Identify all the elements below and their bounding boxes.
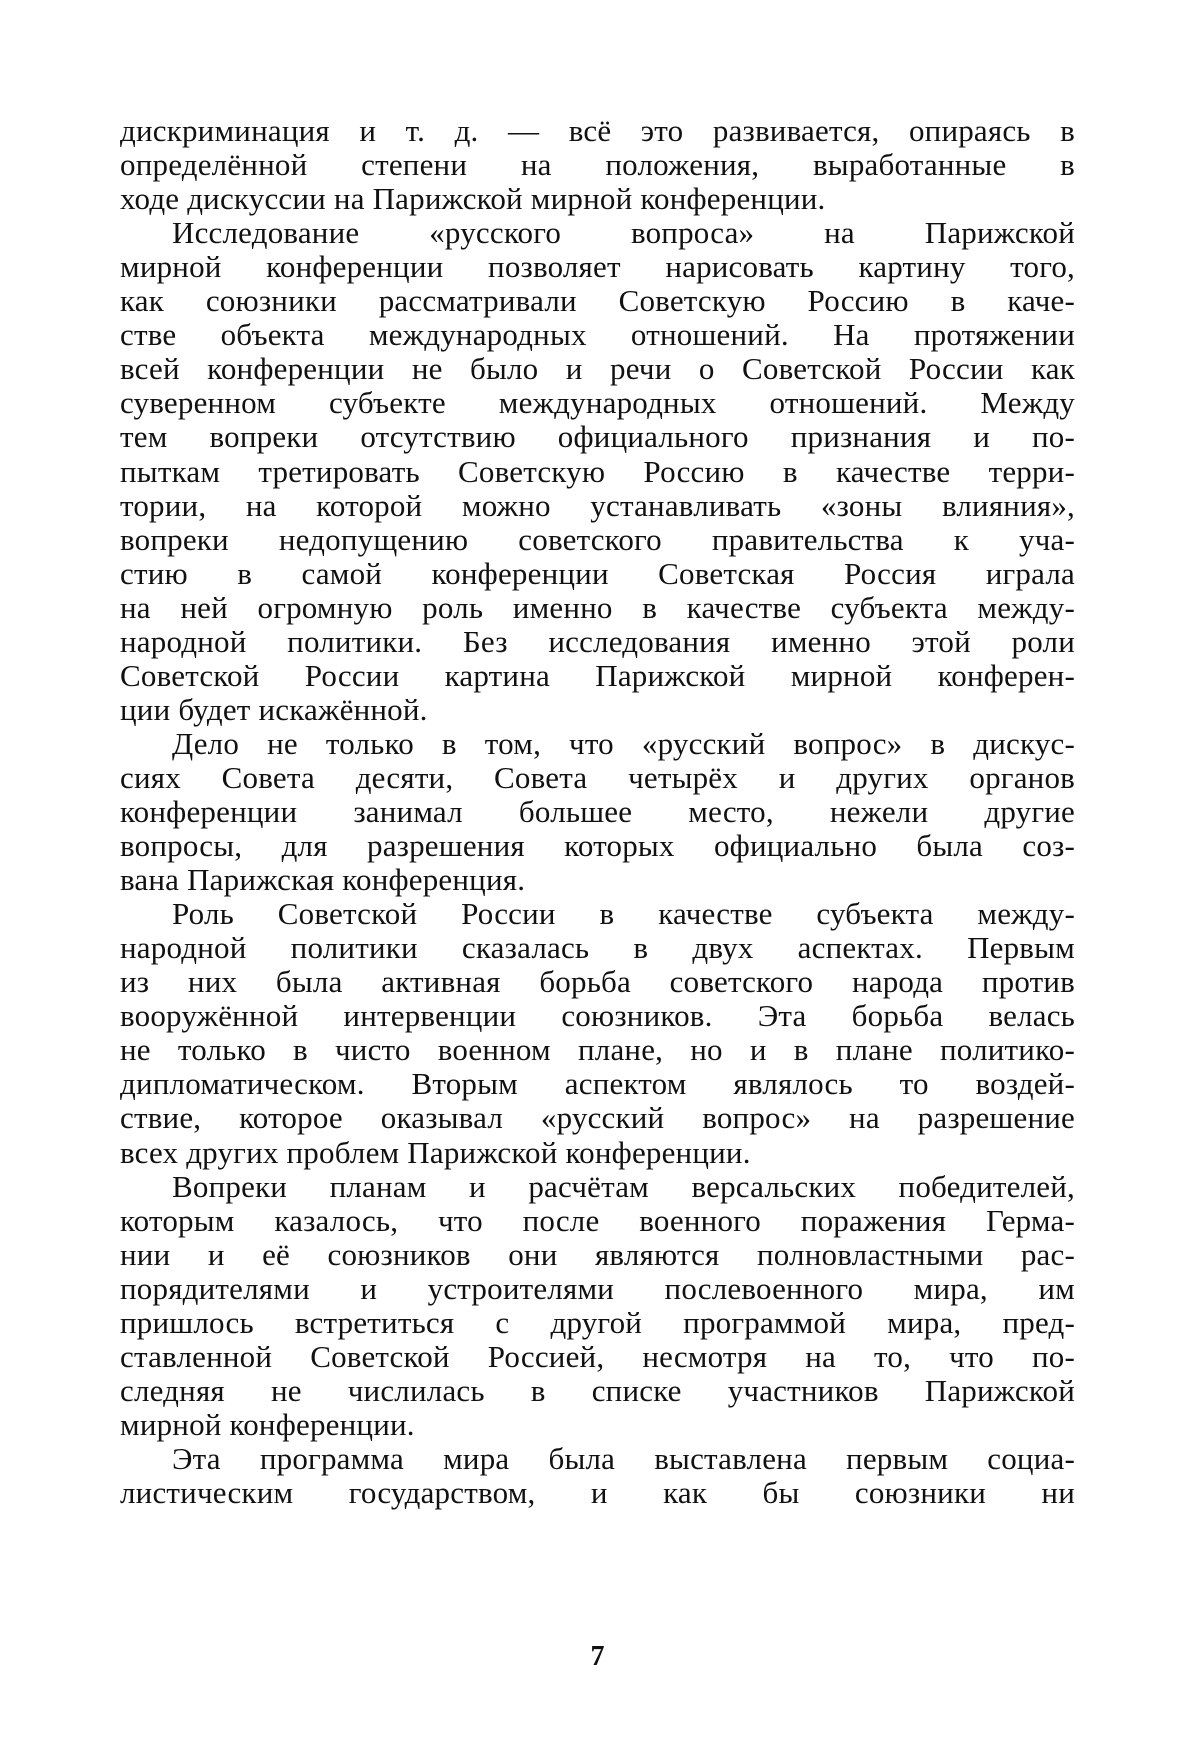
text-line: сиях Совета десяти, Совета четырёх и других органов: [120, 759, 1075, 795]
text-line: мирной конференции позволяет нарисовать картину того,: [120, 249, 1075, 285]
text-line: народной политики сказалась в двух аспектах. Первым: [120, 930, 1075, 966]
text-line: ции будет искажённой.: [120, 691, 428, 727]
text-line: суверенном субъекте международных отношений. Между: [120, 385, 1075, 421]
text-line: Роль Советской России в качестве субъекта между-: [172, 896, 1075, 932]
text-line: Исследование «русского вопроса» на Парижской: [172, 215, 1075, 251]
text-line: следняя не числилась в списке участников Парижской: [120, 1372, 1075, 1408]
text-line: на ней огромную роль именно в качестве субъекта между-: [120, 589, 1075, 625]
text-line: листическим государством, и как бы союзники ни: [120, 1475, 1075, 1510]
text-line: определённой степени на положения, выработанные в: [120, 147, 1075, 183]
text-line: народной политики. Без исследования именно этой роли: [120, 623, 1075, 659]
text-line: Эта программа мира была выставлена первым социа-: [172, 1440, 1075, 1476]
text-line: дипломатическом. Вторым аспектом являлось то воздей-: [120, 1066, 1075, 1102]
text-line: Вопреки планам и расчётам версальских победителей,: [172, 1168, 1075, 1204]
text-line: не только в чисто военном плане, но и в плане политико-: [120, 1032, 1075, 1068]
text-line: Дело не только в том, что «русский вопрос» в дискус-: [172, 725, 1075, 761]
text-line: ставленной Советской Россией, несмотря на то, что по-: [120, 1338, 1075, 1374]
text-line: тории, на которой можно устанавливать «зоны влияния»,: [120, 487, 1075, 523]
page-number: 7: [590, 1641, 605, 1672]
text-line: стве объекта международных отношений. На протяжении: [120, 317, 1075, 353]
text-line: нии и её союзников они являются полновластными рас-: [120, 1236, 1075, 1272]
text-line: вопросы, для разрешения которых официально была соз-: [120, 828, 1075, 864]
text-line: вопреки недопущению советского правительства к уча-: [120, 521, 1075, 557]
text-line: вооружённой интервенции союзников. Эта борьба велась: [120, 998, 1075, 1034]
text-line: пришлось встретиться с другой программой мира, пред-: [120, 1304, 1075, 1340]
text-line: как союзники рассматривали Советскую Россию в каче-: [120, 283, 1075, 319]
text-line: мирной конференции.: [120, 1406, 415, 1442]
text-line: всех других проблем Парижской конференции.: [120, 1134, 751, 1170]
text-line: вана Парижская конференция.: [120, 862, 526, 898]
text-line: ходе дискуссии на Парижской мирной конференции.: [120, 181, 826, 217]
text-line: порядителями и устроителями послевоенного мира, им: [120, 1270, 1075, 1306]
text-line: из них была активная борьба советского народа против: [120, 964, 1075, 1000]
text-line: которым казалось, что после военного поражения Герма-: [120, 1202, 1075, 1238]
text-line: конференции занимал большее место, нежели другие: [120, 794, 1075, 829]
text-line: всей конференции не было и речи о Советской России как: [120, 351, 1075, 387]
text-line: Советской России картина Парижской мирной конферен-: [120, 657, 1075, 693]
text-line: тем вопреки отсутствию официального признания и по-: [120, 419, 1075, 455]
text-line: стию в самой конференции Советская Россия играла: [120, 555, 1075, 591]
text-line: дискриминация и т. д. — всё это развивается, опираясь в: [120, 113, 1075, 148]
text-line: пыткам третировать Советскую Россию в качестве терри-: [120, 453, 1075, 489]
text-line: ствие, которое оказывал «русский вопрос» на разрешение: [120, 1100, 1075, 1136]
